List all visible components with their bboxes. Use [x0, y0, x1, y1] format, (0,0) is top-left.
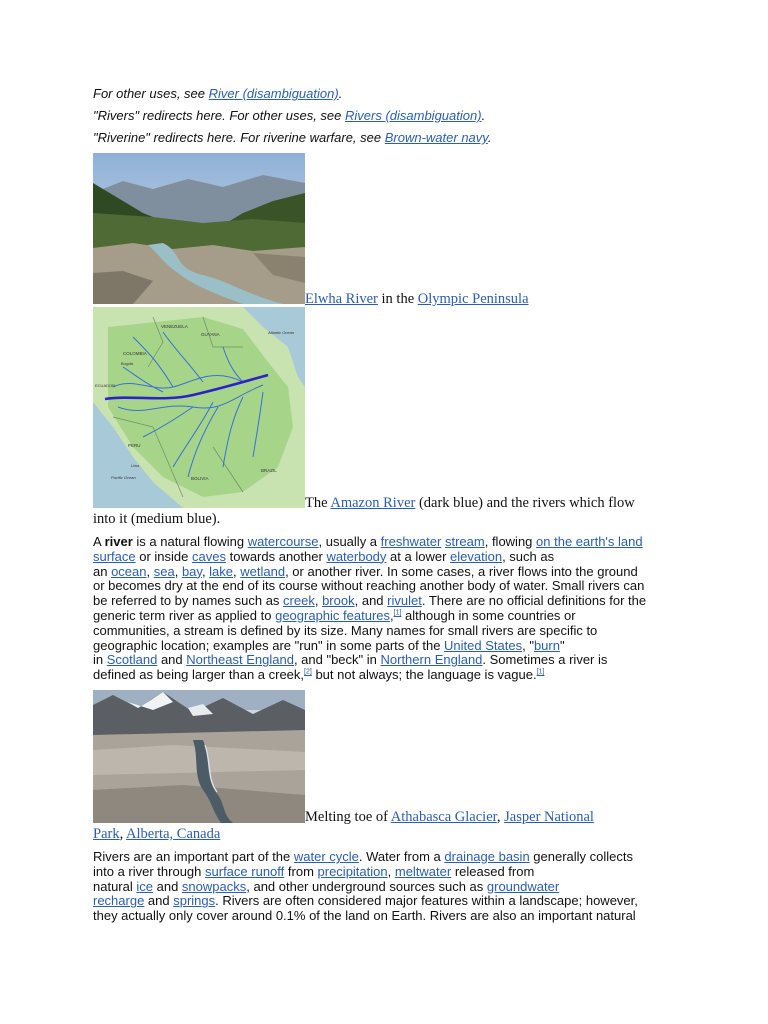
snowpacks-link[interactable]: snowpacks: [181, 878, 247, 894]
sea-link[interactable]: sea: [153, 563, 175, 579]
text-line: or becomes dry at the end of its course without reaching another body of water. Small rivers can: [93, 578, 645, 594]
map-label-ecuador: ECUADOR: [95, 383, 116, 388]
surface-runoff-link[interactable]: surface runoff: [205, 863, 285, 879]
caption-text: The: [305, 495, 331, 511]
text-line: into a river through surface runoff from precipitation, meltwater released from: [93, 863, 535, 879]
text-line: geographic location; examples are "run" in some parts of the United States, "burn": [93, 637, 565, 653]
intro-paragraph: [93, 535, 673, 683]
text-line: generic term river as applied to geographic features,[1] although in some countries or: [93, 607, 576, 623]
burn-link[interactable]: burn: [533, 637, 560, 653]
citation-2-link[interactable]: [2]: [304, 668, 312, 676]
elwha-caption: [305, 291, 529, 308]
earths-land-surface-link[interactable]: on the earth's land: [536, 534, 643, 549]
map-label-brazil: BRAZIL: [261, 468, 277, 473]
stream-link[interactable]: stream: [444, 534, 485, 549]
ice-link[interactable]: ice: [136, 878, 153, 894]
amazon-caption-line2: into it (medium blue).: [93, 511, 221, 527]
amazon-caption-line1: [305, 495, 635, 512]
watercourse-link[interactable]: watercourse: [247, 534, 319, 549]
text-line: defined as being larger than a creek,[2] but not always; the language is vague.[1]: [93, 667, 545, 683]
map-label-venezuela: VENEZUELA: [161, 324, 188, 329]
text-line: communities, a stream is defined by its size. Many names for small rivers are specific to: [93, 622, 598, 638]
text-line: A river is a natural flowing watercourse, usually a freshwater stream, flowing on the earth's land: [93, 534, 643, 549]
map-label-lima: Lima: [131, 464, 140, 468]
amazon-river-link[interactable]: Amazon River: [330, 495, 416, 511]
brook-link[interactable]: brook: [322, 593, 355, 609]
earths-land-surface-link-cont[interactable]: surface: [93, 548, 136, 564]
alberta-canada-link[interactable]: Alberta, Canada: [126, 826, 221, 842]
ocean-link[interactable]: ocean: [111, 563, 147, 579]
groundwater-recharge-link[interactable]: groundwater: [486, 878, 560, 894]
caption-text: Melting toe of: [305, 809, 391, 825]
creek-link[interactable]: creek: [283, 593, 315, 609]
elwha-river-link[interactable]: Elwha River: [305, 291, 378, 307]
geographic-features-link[interactable]: geographic features: [275, 607, 391, 623]
map-label-pacific: Pacific Ocean: [111, 475, 136, 480]
drainage-basin-link[interactable]: drainage basin: [444, 849, 530, 864]
lake-link[interactable]: lake: [209, 563, 234, 579]
map-label-bogota: Bogotá: [121, 362, 134, 366]
rivers-disambiguation-link[interactable]: Rivers (disambiguation): [345, 108, 482, 123]
map-label-bolivia: BOLIVIA: [191, 476, 209, 481]
map-label-guyana: GUYANA: [201, 332, 220, 337]
glacier-caption-line2: Park, Alberta, Canada: [93, 826, 221, 842]
athabasca-glacier-link[interactable]: Athabasca Glacier: [390, 809, 497, 825]
caves-link[interactable]: caves: [192, 548, 226, 564]
text-line: recharge and springs. Rivers are often considered major features within a landscape; however,: [93, 893, 638, 909]
hatnote-text: .: [487, 130, 492, 145]
text-line: in Scotland and Northeast England, and "beck" in Northern England. Sometimes a river is: [93, 652, 608, 668]
elwha-river-photo[interactable]: [93, 153, 305, 304]
text-line: an ocean, sea, bay, lake, wetland, or another river. In some cases, a river flows into the ground: [93, 563, 638, 579]
text-line: Rivers are an important part of the water cycle. Water from a drainage basin generally collects: [93, 849, 634, 864]
map-label-atlantic: Atlantic Ocean: [268, 330, 295, 335]
groundwater-recharge-link-cont[interactable]: recharge: [93, 893, 145, 909]
scotland-link[interactable]: Scotland: [106, 652, 158, 668]
meltwater-link[interactable]: meltwater: [394, 863, 452, 879]
jasper-national-park-link[interactable]: Jasper National: [504, 809, 594, 825]
text-line: natural ice and snowpacks, and other underground sources such as groundwater: [93, 878, 560, 894]
water-cycle-paragraph: [93, 850, 673, 924]
citation-1b-link[interactable]: [1]: [536, 668, 545, 676]
hatnote-text: For other uses, see: [93, 86, 209, 101]
hatnote-text: "Riverine" redirects here. For riverine warfare, see: [93, 130, 385, 145]
precipitation-link[interactable]: precipitation: [317, 863, 388, 879]
jasper-national-park-link-cont[interactable]: Park: [93, 826, 120, 842]
water-cycle-link[interactable]: water cycle: [293, 849, 359, 864]
olympic-peninsula-link[interactable]: Olympic Peninsula: [417, 291, 529, 307]
text-line: surface or inside caves towards another waterbody at a lower elevation, such as: [93, 548, 555, 564]
hatnote-text: .: [481, 108, 486, 123]
river-disambiguation-link[interactable]: River (disambiguation): [208, 86, 339, 101]
waterbody-link[interactable]: waterbody: [326, 548, 387, 564]
hatnote-riverine: [93, 131, 491, 146]
caption-text: in the: [377, 291, 418, 307]
glacier-caption-line1: Melting toe of Athabasca Glacier, Jasper National: [305, 809, 594, 825]
bay-link[interactable]: bay: [181, 563, 202, 579]
springs-link[interactable]: springs: [173, 893, 216, 909]
river-term: river: [104, 534, 133, 549]
rivulet-link[interactable]: rivulet: [387, 593, 422, 609]
map-label-colombia: COLOMBIA: [123, 351, 147, 356]
hatnote-text: "Rivers" redirects here. For other uses, see: [93, 108, 345, 123]
brown-water-navy-link[interactable]: Brown-water navy: [384, 130, 488, 145]
united-states-link[interactable]: United States: [444, 637, 523, 653]
text-line: be referred to by names such as creek, brook, and rivulet. There are no official definitions for the: [93, 593, 647, 609]
elevation-link[interactable]: elevation: [450, 548, 503, 564]
map-label-peru: PERU: [128, 443, 141, 448]
northeast-england-link[interactable]: Northeast England: [186, 652, 294, 668]
caption-text: (dark blue) and the rivers which flow: [415, 495, 635, 511]
hatnote-text: .: [338, 86, 343, 101]
freshwater-link[interactable]: freshwater: [380, 534, 442, 549]
hatnote-other-uses: [93, 87, 342, 102]
citation-1-link[interactable]: [1]: [393, 609, 402, 617]
hatnote-rivers: [93, 109, 485, 124]
text-line: they actually only cover around 0.1% of the land on Earth. Rivers are also an important natural: [93, 908, 636, 924]
athabasca-glacier-photo[interactable]: [93, 690, 305, 823]
wetland-link[interactable]: wetland: [240, 563, 286, 579]
amazon-basin-map[interactable]: [93, 307, 305, 508]
northern-england-link[interactable]: Northern England: [380, 652, 483, 668]
